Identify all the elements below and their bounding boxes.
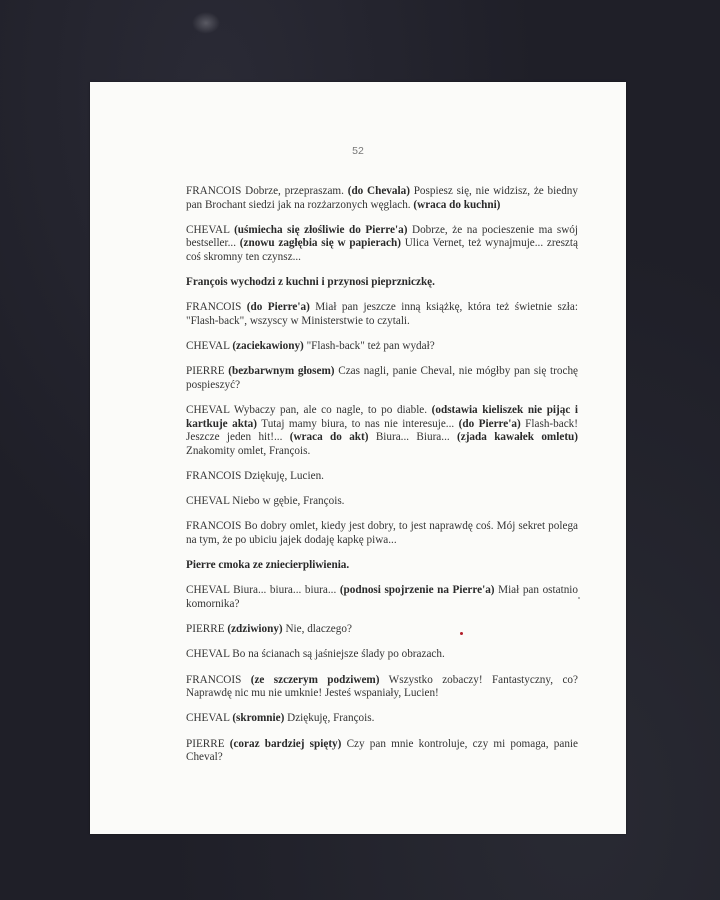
red-ink-dot <box>460 632 463 635</box>
dialogue-text: Flash-back! Jeszcze jeden hit!... <box>186 417 578 444</box>
stage-direction: (skromnie) <box>232 712 285 725</box>
dialogue-text: FRANCOIS Dobrze, przepraszam. <box>186 185 348 197</box>
stage-direction: (zaciekawiony) <box>232 340 304 353</box>
dialogue-paragraph <box>186 712 578 726</box>
dialogue-paragraph <box>186 365 578 392</box>
document-page <box>90 82 626 834</box>
dialogue-text: Miał pan ostatnio komornika? <box>186 584 578 610</box>
stage-direction: (wraca do akt) <box>289 431 369 444</box>
stage-direction: (wraca do kuchni) <box>413 198 501 211</box>
dialogue-text: FRANCOIS <box>186 673 251 686</box>
dialogue-text: Czas nagli, panie Cheval, nie mógłby pan się trochę pospieszyć? <box>186 365 578 391</box>
dialogue-text: Biura... Biura... <box>368 431 458 444</box>
stage-direction: (zjada kawałek omletu) <box>457 431 578 444</box>
dialogue-paragraph <box>186 520 578 547</box>
dialogue-text: Tutaj mamy biura, to nas nie interesuje... <box>256 417 459 430</box>
script-text <box>186 185 578 765</box>
dialogue-text: PIERRE <box>186 365 229 378</box>
dialogue-text: CHEVAL Bo na ścianach są jaśniejsze ślady po obrazach. <box>186 648 445 661</box>
stage-direction: (do Chevala) <box>347 185 410 197</box>
stage-direction: (odstawia kieliszek nie pijąc i kartkuje akta) <box>186 404 578 430</box>
stage-direction: (coraz bardziej spięty) <box>229 737 342 750</box>
dialogue-text: CHEVAL <box>186 223 235 236</box>
dialogue-text: Znakomity omlet, François. <box>186 444 311 457</box>
dialogue-text: Miał pan jeszcze inną książkę, która też świetnie szła: "Flash-back", wszyscy w Ministerstwie to czytali. <box>186 301 578 327</box>
dialogue-text: Dobrze, że na pocieszenie ma swój bestseller... <box>186 223 578 250</box>
dialogue-text: Dziękuję, François. <box>284 712 375 725</box>
dialogue-text: Czy pan mnie kontroluje, czy mi pomaga, panie Cheval? <box>186 737 578 764</box>
scan-speck <box>578 597 580 599</box>
dialogue-text: CHEVAL Niebo w gębie, François. <box>186 495 345 508</box>
dialogue-paragraph <box>186 674 578 701</box>
dialogue-text: FRANCOIS <box>186 301 247 314</box>
dialogue-text: CHEVAL <box>186 340 233 353</box>
stage-direction: (podnosi spojrzenie na Pierre'a) <box>339 584 495 597</box>
dialogue-text: PIERRE <box>186 737 230 750</box>
stage-direction: (do Pierre'a) <box>246 301 310 314</box>
dialogue-text: Pospiesz się, nie widzisz, że biedny pan Brochant siedzi jak na rozżarzonych węglach. <box>186 185 578 211</box>
dialogue-text: Ulica Vernet, też wynajmuje... zresztą coś skromny ten czynsz... <box>186 237 578 263</box>
dialogue-paragraph <box>186 301 578 328</box>
dialogue-paragraph <box>186 623 578 637</box>
stage-direction: (ze szczerym podziwem) <box>250 673 380 686</box>
dialogue-text: CHEVAL <box>186 712 233 725</box>
dialogue-paragraph <box>186 404 578 458</box>
dialogue-paragraph <box>186 495 578 509</box>
dialogue-paragraph <box>186 738 578 765</box>
stage-direction: (bezbarwnym głosem) <box>228 365 335 378</box>
scan-smudge <box>192 12 220 34</box>
dialogue-text: Wszystko zobaczy! Fantastyczny, co? Naprawdę nic mu nie umknie! Jesteś wspaniały, Lucien! <box>186 673 578 700</box>
stage-direction: (znowu zagłębia się w papierach) <box>239 237 401 250</box>
dialogue-text: FRANCOIS Dziękuję, Lucien. <box>186 470 324 483</box>
stage-direction: François wychodzi z kuchni i przynosi pieprzniczkę. <box>186 276 435 289</box>
dialogue-paragraph <box>186 470 578 484</box>
dialogue-text: CHEVAL Biura... biura... biura... <box>186 584 340 597</box>
dialogue-text: CHEVAL Wybaczy pan, ale co nagle, to po diable. <box>186 404 432 417</box>
dialogue-paragraph <box>186 559 578 573</box>
stage-direction: (zdziwiony) <box>227 623 283 636</box>
stage-direction: Pierre cmoka ze zniecierpliwienia. <box>186 559 350 572</box>
dialogue-text: FRANCOIS Bo dobry omlet, kiedy jest dobry, to jest naprawdę coś. Mój sekret polega na tym, że po ubiciu jajek dodaję kapkę piwa... <box>186 520 578 547</box>
dialogue-paragraph <box>186 185 578 212</box>
stage-direction: (uśmiecha się złośliwie do Pierre'a) <box>234 223 408 236</box>
stage-direction: (do Pierre'a) <box>458 417 521 430</box>
dialogue-paragraph <box>186 584 578 611</box>
dialogue-paragraph <box>186 340 578 354</box>
page-number: 52 <box>352 145 364 157</box>
dialogue-text: Nie, dlaczego? <box>282 623 352 636</box>
dialogue-text: PIERRE <box>186 623 228 636</box>
dialogue-paragraph <box>186 648 578 662</box>
dialogue-text: "Flash-back" też pan wydał? <box>303 340 435 353</box>
dialogue-paragraph <box>186 224 578 265</box>
dialogue-paragraph <box>186 276 578 290</box>
